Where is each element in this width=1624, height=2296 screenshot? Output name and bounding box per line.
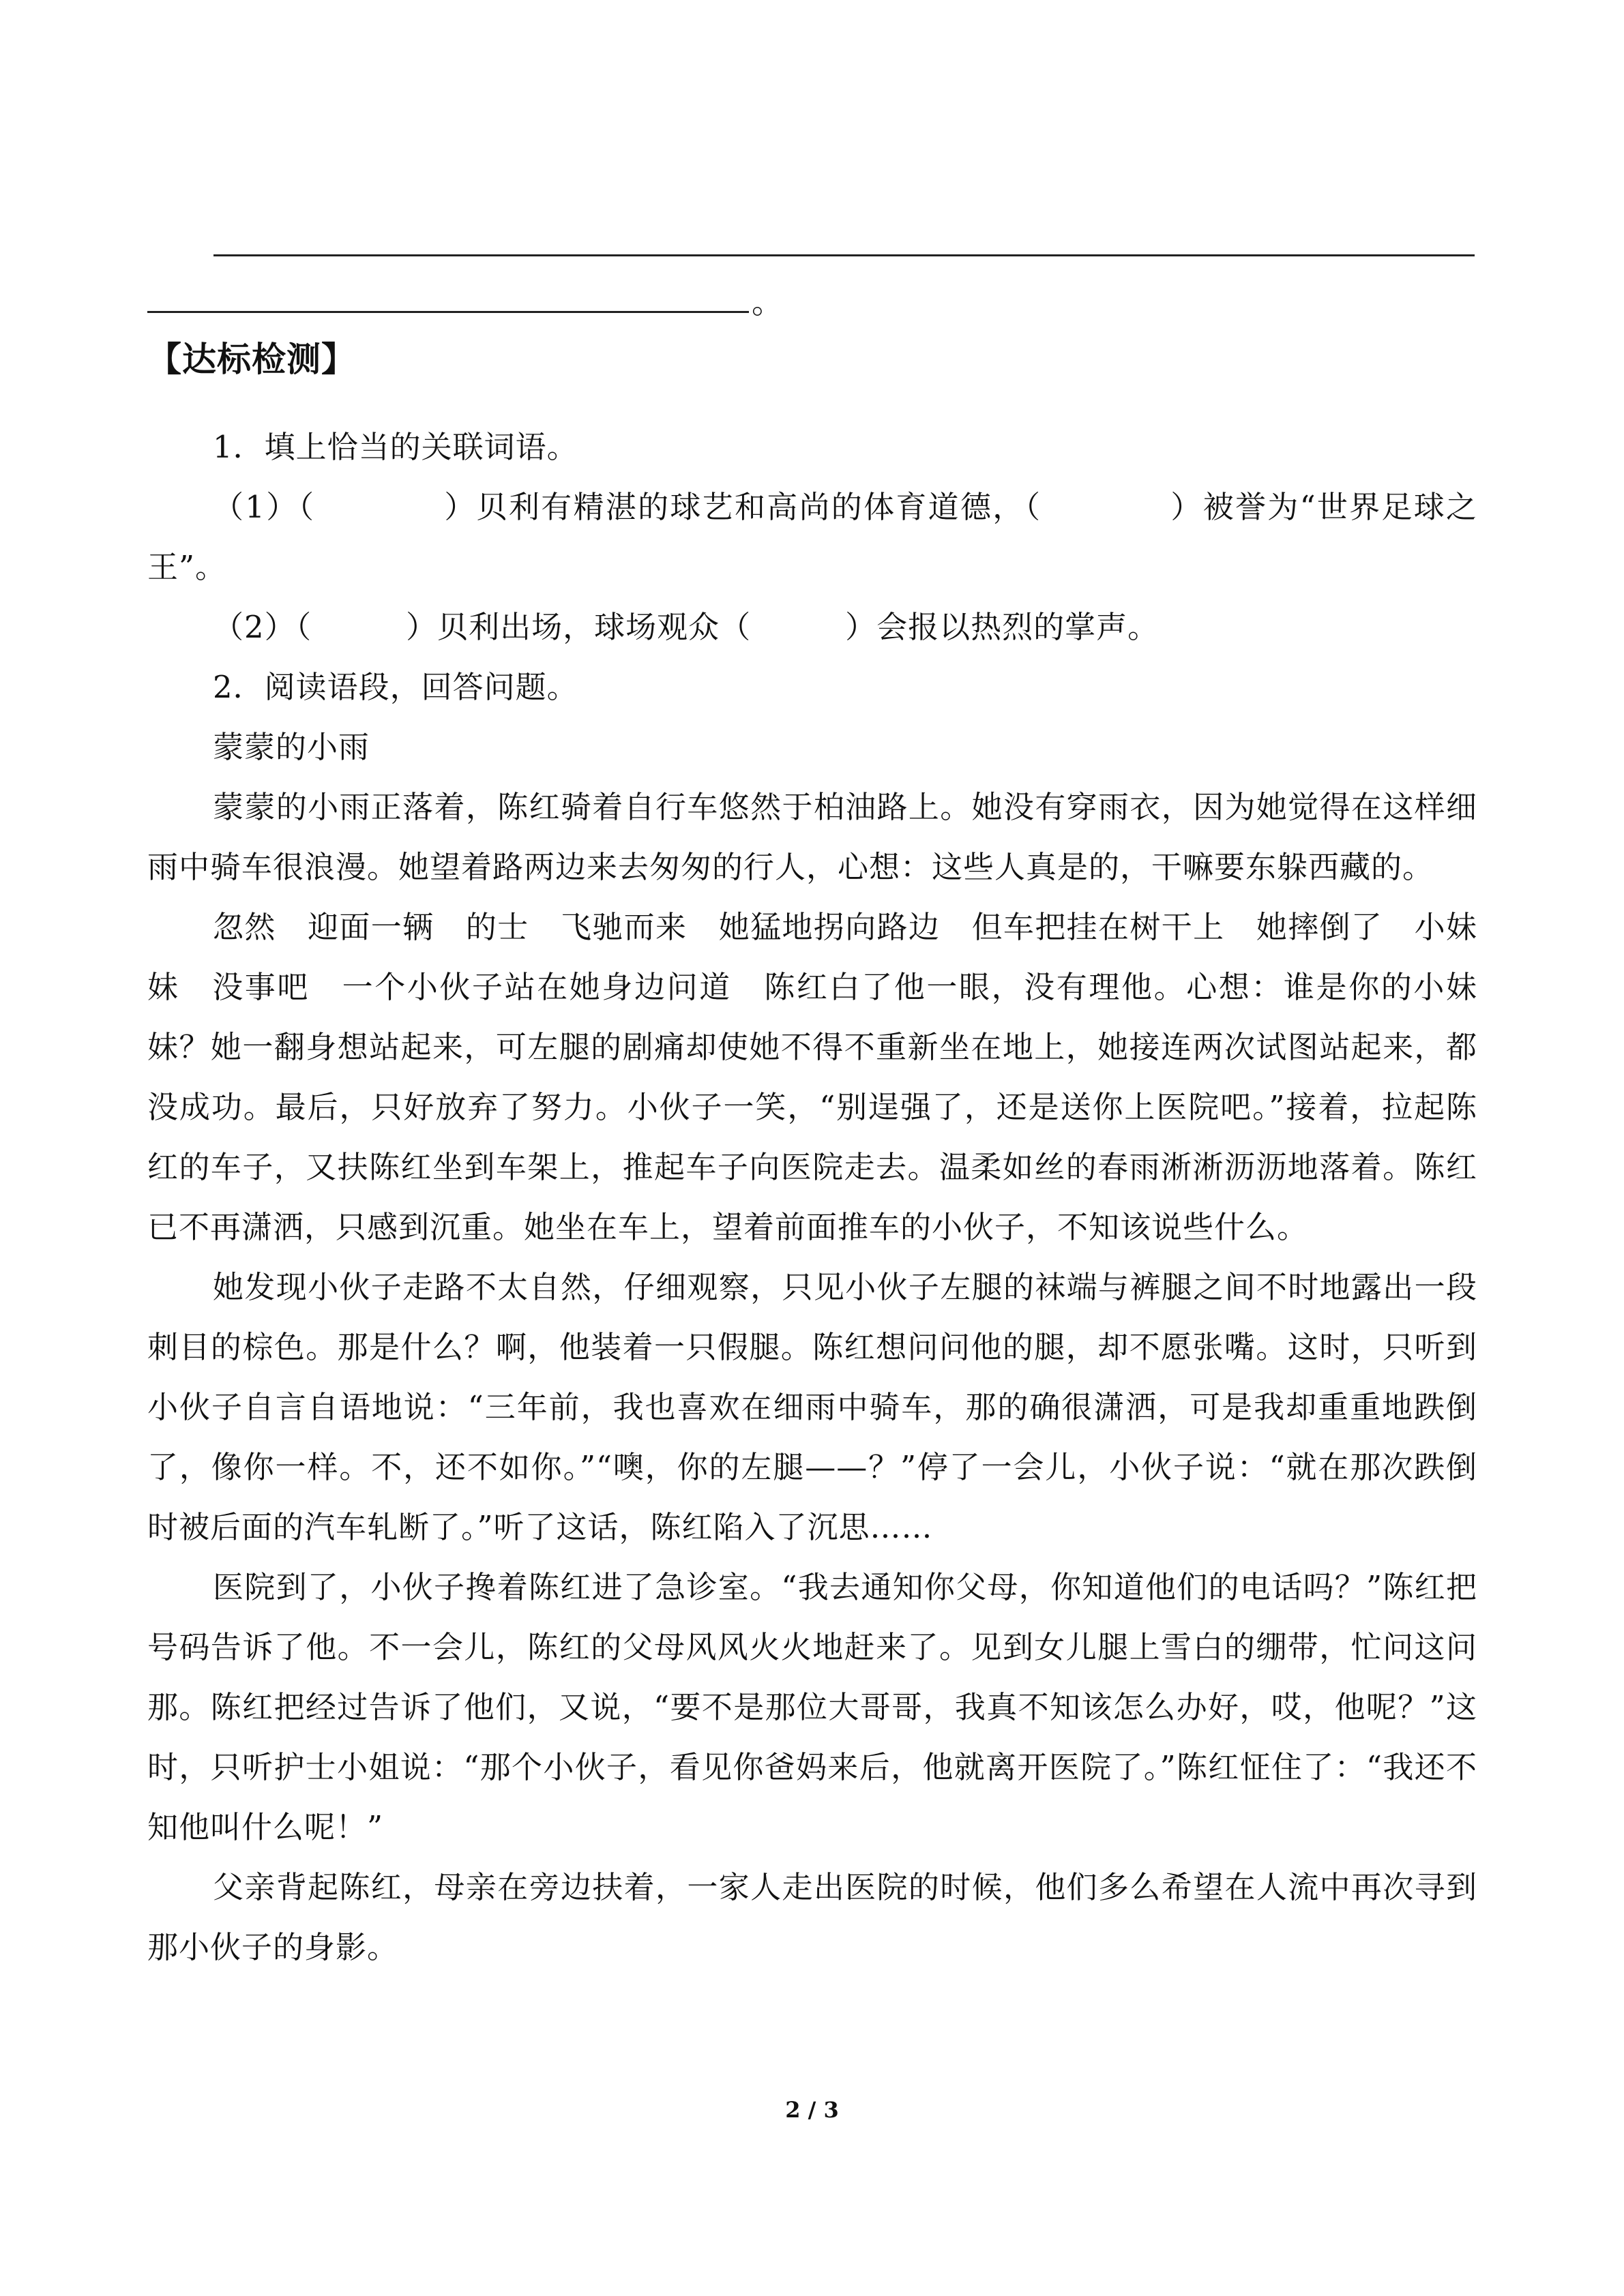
passage-paragraph-3: 她发现小伙子走路不太自然，仔细观察，只见小伙子左腿的袜端与裤腿之间不时地露出一段刺目的棕色。那是什么？啊，他装着一只假腿。陈红想问问他的腿，却不愿张嘴。这时，只听到小伙子自言自语地说：“三年前，我也喜欢在细雨中骑车，那的确很潇洒，可是我却重重地跌倒了，像你一样。不，还不如你。”“噢，你的左腿——？”停了一会儿，小伙子说：“就在那次跌倒时被后面的汽车轧断了。”听了这话，陈红陷入了沉思…… [147, 1269, 1477, 1545]
passage-paragraph-1: 蒙蒙的小雨正落着，陈红骑着自行车悠然于柏油路上。她没有穿雨衣，因为她觉得在这样细雨中骑车很浪漫。她望着路两边来去匆匆的行人，心想：这些人真是的，干嘛要东躲西藏的。 [147, 789, 1477, 885]
passage-paragraph-2: 忽然 迎面一辆 的士 飞驰而来 她猛地拐向路边 但车把挂在树干上 她摔倒了 小妹妹 没事吧 一个小伙子站在她身边问道 陈红白了他一眼，没有理他。心想：谁是你的小妹妹？她一翻身想站起来，可左腿的剧痛却使她不得不重新坐在地上，她接连两次试图站起来，都没成功。最后，只好放弃了努力。小伙子一笑，“别逞强了，还是送你上医院吧。”接着，拉起陈红的车子，又扶陈红坐到车架上，推起车子向医院走去。温柔如丝的春雨淅淅沥沥地落着。陈红已不再潇洒，只感到沉重。她坐在车上，望着前面推车的小伙子，不知该说些什么。 [147, 909, 1477, 1245]
passage-paragraph-5: 父亲背起陈红，母亲在旁边扶着，一家人走出医院的时候，他们多么希望在人流中再次寻到那小伙子的身影。 [147, 1869, 1477, 1965]
passage-paragraph-4: 医院到了，小伙子搀着陈红进了急诊室。“我去通知你父母，你知道他们的电话吗？”陈红把号码告诉了他。不一会儿，陈红的父母风风火火地赶来了。见到女儿腿上雪白的绷带，忙问这问那。陈红把经过告诉了他们，又说，“要不是那位大哥哥，我真不知该怎么办好，哎，他呢？”这时，只听护士小姐说：“那个小伙子，看见你爸妈来后，他就离开医院了。”陈红怔住了：“我还不知他叫什么呢！” [147, 1569, 1477, 1845]
page-number: 2 / 3 [785, 2097, 839, 2123]
question-1-instruction: 1．填上恰当的关联词语。 [213, 429, 578, 465]
answer-line-end-mark: 。 [752, 284, 783, 320]
exercise-content [147, 417, 1477, 1978]
question-1-item-1: （1）（ ）贝利有精湛的球艺和高尚的体育道德，（ ）被誉为“世界足球之王”。 [147, 489, 1477, 585]
question-1-item-2: （2）（ ）贝利出场，球场观众（ ）会报以热烈的掌声。 [213, 609, 1160, 645]
section-title: 【达标检测】 [147, 340, 356, 379]
answer-line-1[interactable] [213, 254, 1475, 256]
question-2-instruction: 2．阅读语段，回答问题。 [213, 669, 578, 705]
answer-line-2[interactable] [147, 311, 749, 313]
passage-title: 蒙蒙的小雨 [213, 729, 370, 765]
